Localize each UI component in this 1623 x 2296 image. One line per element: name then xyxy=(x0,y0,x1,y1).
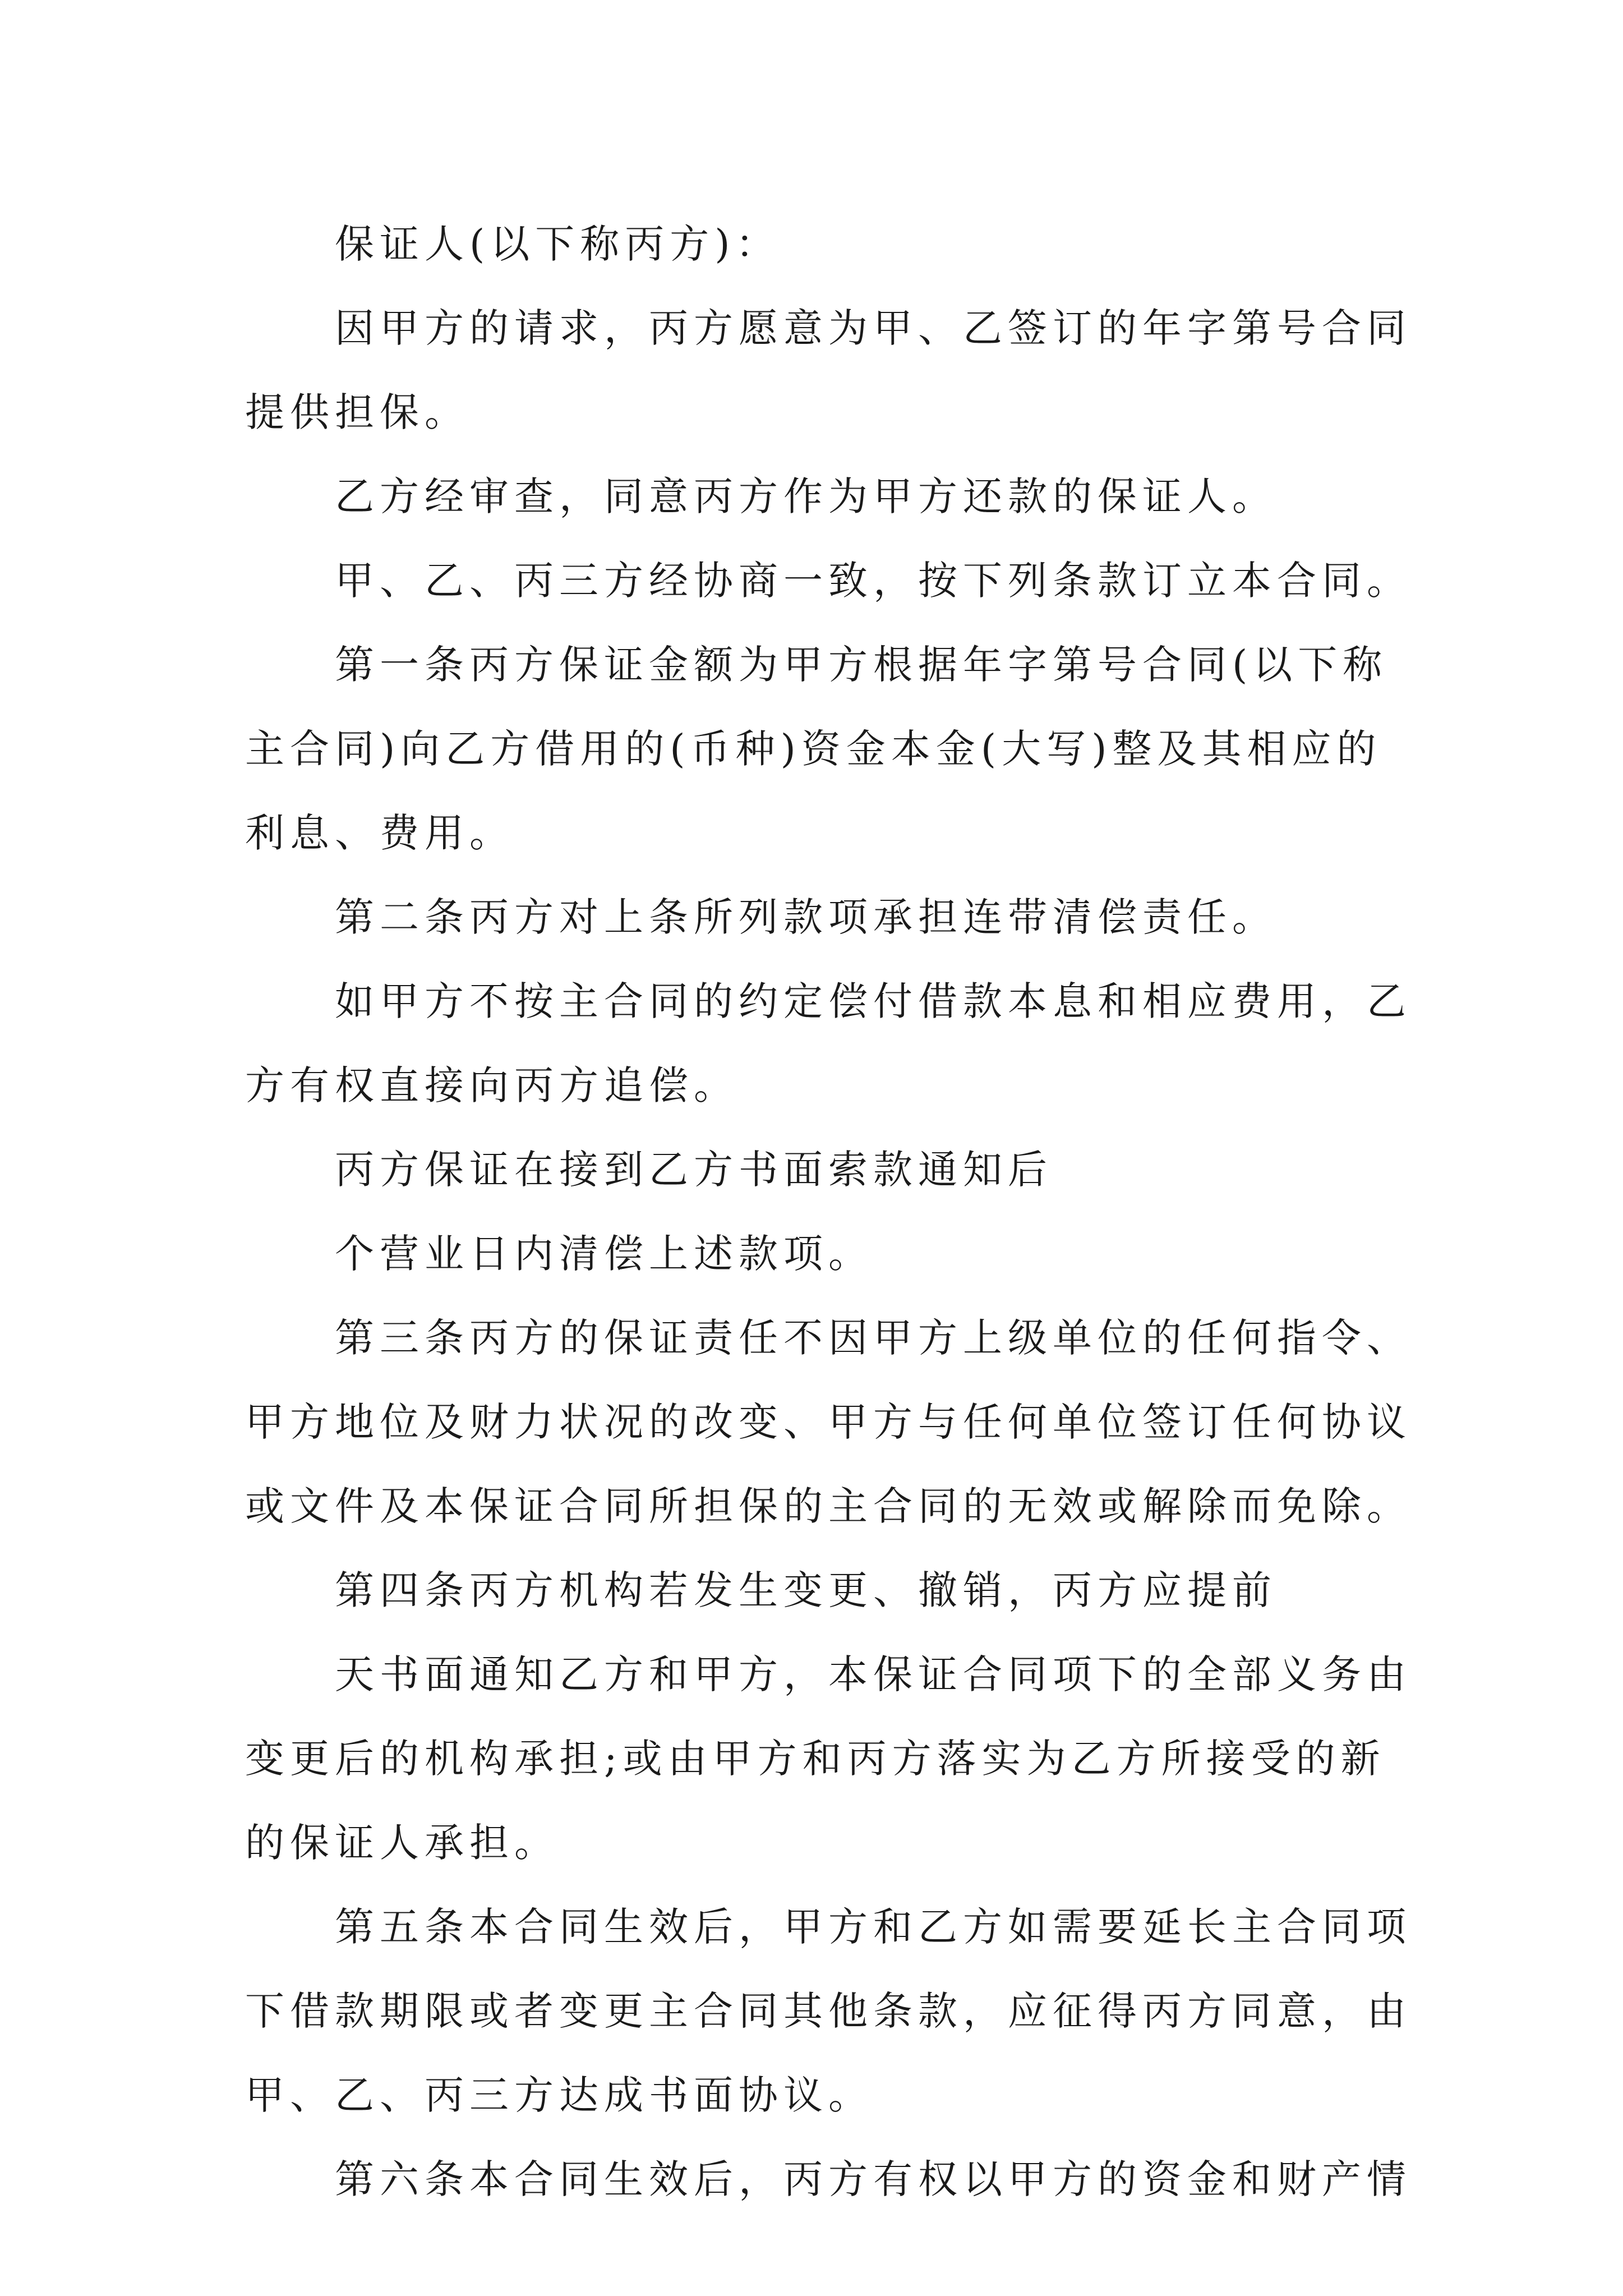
text-line: 甲、乙、丙三方达成书面协议。 xyxy=(245,2072,873,2118)
text-line: 乙方经审查，同意丙方作为甲方还款的保证人。 xyxy=(335,473,1277,519)
text-line: 下借款期限或者变更主合同其他条款，应征得丙方同意，由 xyxy=(245,1988,1412,2034)
text-line: 甲、乙、丙三方经协商一致，按下列条款订立本合同。 xyxy=(335,558,1412,604)
text-line: 如甲方不按主合同的约定偿付借款本息和相应费用，乙 xyxy=(335,978,1412,1024)
text-line: 第三条丙方的保证责任不因甲方上级单位的任何指令、 xyxy=(335,1315,1412,1361)
text-line: 变更后的机构承担;或由甲方和丙方落实为乙方所接受的新 xyxy=(245,1736,1386,1782)
text-line: 的保证人承担。 xyxy=(245,1820,559,1866)
text-line: 第六条本合同生效后，丙方有权以甲方的资金和财产情 xyxy=(335,2156,1412,2202)
document-body xyxy=(245,202,1412,2221)
text-line: 甲方地位及财力状况的改变、甲方与任何单位签订任何协议 xyxy=(245,1399,1412,1445)
text-line: 第一条丙方保证金额为甲方根据年字第号合同(以下称 xyxy=(335,642,1388,688)
text-line: 第五条本合同生效后，甲方和乙方如需要延长主合同项 xyxy=(335,1904,1412,1950)
text-line: 保证人(以下称丙方)： xyxy=(335,221,781,267)
text-line: 提供担保。 xyxy=(245,389,469,435)
text-line: 天书面通知乙方和甲方，本保证合同项下的全部义务由 xyxy=(335,1651,1412,1697)
text-line: 方有权直接向丙方追偿。 xyxy=(245,1062,739,1108)
text-line: 因甲方的请求，丙方愿意为甲、乙签订的年字第号合同 xyxy=(335,305,1412,351)
text-line: 或文件及本保证合同所担保的主合同的无效或解除而免除。 xyxy=(245,1483,1412,1529)
text-line: 第二条丙方对上条所列款项承担连带清偿责任。 xyxy=(335,894,1277,940)
text-line: 丙方保证在接到乙方书面索款通知后 xyxy=(335,1147,1053,1193)
text-line: 第四条丙方机构若发生变更、撤销，丙方应提前 xyxy=(335,1567,1277,1613)
text-line: 利息、费用。 xyxy=(245,810,514,856)
text-line: 个营业日内清偿上述款项。 xyxy=(335,1231,873,1277)
text-line: 主合同)向乙方借用的(币种)资金本金(大写)整及其相应的 xyxy=(245,726,1382,772)
